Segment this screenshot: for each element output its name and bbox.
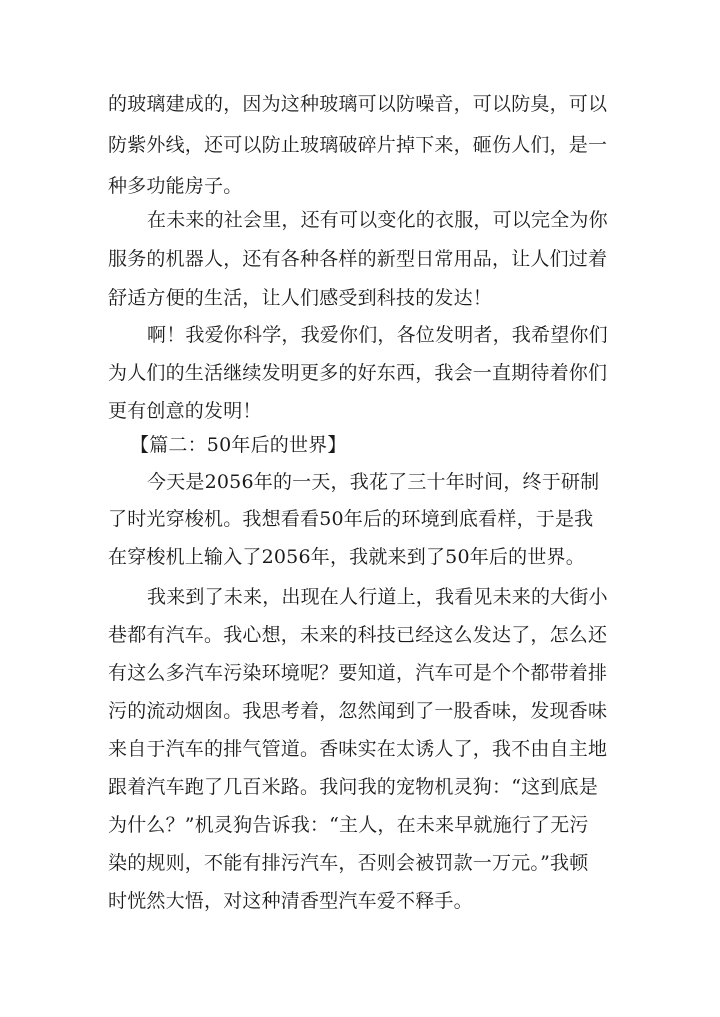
text-line: 在未来的社会里，还有可以变化的衣服，可以完全为你	[147, 209, 608, 231]
text-line: 防紫外线，还可以防止玻璃破碎片掉下来，砸伤人们，是一	[108, 134, 608, 156]
text-line: 为人们的生活继续发明更多的好东西，我会一直期待着你们	[108, 362, 608, 384]
text-line: 来自于汽车的排气管道。香味实在太诱人了，我不由自主地	[108, 738, 608, 760]
text-line: 舒适方便的生活，让人们感受到科技的发达！	[108, 287, 493, 309]
text-line: 的玻璃建成的，因为这种玻璃可以防噪音，可以防臭，可以	[108, 93, 608, 115]
text-line: 染的规则，不能有排污汽车，否则会被罚款一万元。”我顿	[108, 852, 589, 874]
text-line: 在穿梭机上输入了2056年，我就来到了50年后的世界。	[108, 546, 585, 568]
text-line: 跟着汽车跑了几百米路。我问我的宠物机灵狗：“这到底是	[108, 776, 598, 798]
text-line: 巷都有汽车。我心想，未来的科技已经这么发达了，怎么还	[108, 624, 608, 646]
text-line: 啊！我爱你科学，我爱你们，各位发明者，我希望你们	[147, 324, 608, 346]
section-heading: 【篇二：50年后的世界】	[130, 434, 347, 456]
text-line: 为什么？”机灵狗告诉我：“主人，在未来早就施行了无污	[108, 814, 589, 836]
text-line: 了时光穿梭机。我想看看50年后的环境到底看样，于是我	[108, 508, 594, 530]
text-line: 种多功能房子。	[108, 175, 243, 197]
text-line: 更有创意的发明！	[108, 400, 262, 422]
text-line: 有这么多汽车污染环境呢？要知道，汽车可是个个都带着排	[108, 662, 608, 684]
text-line: 污的流动烟囱。我思考着，忽然闻到了一股香味，发现香味	[108, 700, 608, 722]
text-line: 时恍然大悟，对这种清香型汽车爱不释手。	[108, 890, 473, 912]
text-line: 服务的机器人，还有各种各样的新型日常用品，让人们过着	[108, 248, 608, 270]
text-line: 今天是2056年的一天，我花了三十年时间，终于研制	[147, 471, 600, 493]
text-line: 我来到了未来，出现在人行道上，我看见未来的大街小	[147, 586, 608, 608]
